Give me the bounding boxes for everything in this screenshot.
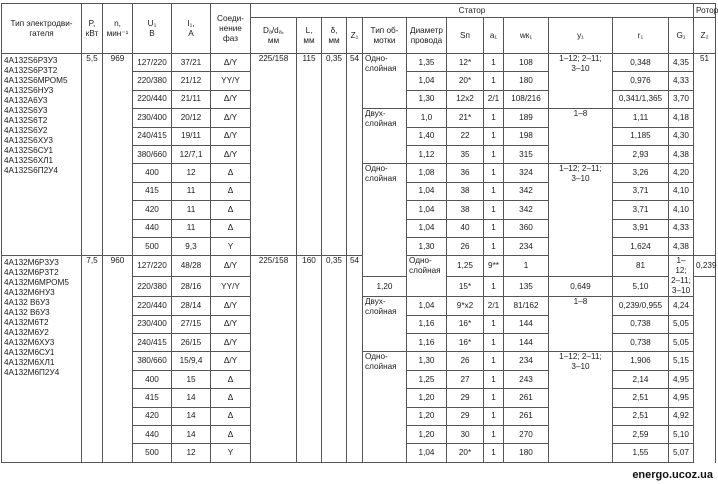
wk1-cell: 81 xyxy=(613,256,669,277)
col-sp-header: Sп xyxy=(447,18,484,54)
sp-cell: 38 xyxy=(447,182,484,200)
connection-cell: Δ xyxy=(211,164,251,182)
y1-cell-text: 1–12; 2–11; 3–10 xyxy=(671,256,691,296)
motor-type: 4А132М6Р3У3 xyxy=(4,258,59,268)
col-power-header: P, кВт xyxy=(82,4,103,54)
g1-cell: 4,18 xyxy=(669,109,694,127)
connection-cell: Δ/Y xyxy=(211,352,251,370)
winding-type-cell-text: Двух- слойная xyxy=(365,297,397,317)
col-type-header: Тип электродви- гателя xyxy=(2,4,82,54)
a1-cell: 1 xyxy=(484,237,504,255)
motor-type: 4А132М6Р3Т2 xyxy=(4,268,59,278)
wk1-cell: 144 xyxy=(504,334,549,352)
voltage-cell: 220/380 xyxy=(133,72,172,90)
motor-type: 4А132S6Р3Т2 xyxy=(4,66,58,75)
a1-cell: 1 xyxy=(484,334,504,352)
wk1-cell: 342 xyxy=(504,201,549,219)
wire-cell: 1,12 xyxy=(407,145,447,163)
speed-cell: 969 xyxy=(103,54,133,256)
motor-type: 4А132М6НУ3 xyxy=(4,288,55,298)
sp-cell: 29 xyxy=(447,407,484,425)
wire-cell: 1,04 xyxy=(407,72,447,90)
voltage-cell: 400 xyxy=(133,164,172,182)
r1-cell: 0,738 xyxy=(613,334,669,352)
sp-cell: 16* xyxy=(447,334,484,352)
connection-cell: Δ/Y xyxy=(211,297,251,315)
connection-cell: Δ xyxy=(211,426,251,444)
connection-cell: Δ xyxy=(211,182,251,200)
current-cell: 28/16 xyxy=(172,276,211,297)
g1-cell: 5,10 xyxy=(669,426,694,444)
sp-cell: 12x2 xyxy=(447,90,484,108)
y1-cell xyxy=(549,352,613,462)
current-cell: 26/15 xyxy=(172,334,211,352)
col-wire-header: Диаметр провода xyxy=(407,18,447,54)
wire-cell: 1,20 xyxy=(363,276,407,297)
wire-cell: 1,40 xyxy=(407,127,447,145)
wk1-cell: 144 xyxy=(504,315,549,333)
g1-cell: 4,30 xyxy=(669,127,694,145)
dia-cell: 225/158 xyxy=(251,256,297,463)
wk1-cell: 180 xyxy=(504,72,549,90)
connection-cell: Δ xyxy=(211,201,251,219)
motor-type: 4А132М6Т2 xyxy=(4,318,49,328)
wk1-cell: 234 xyxy=(504,352,549,370)
wire-cell: 1,04 xyxy=(407,297,447,315)
wk1-cell: 315 xyxy=(504,145,549,163)
winding-type-cell-text: Одно- слойная xyxy=(365,352,397,372)
wk1-cell: 243 xyxy=(504,370,549,388)
connection-cell: Δ/Y xyxy=(211,90,251,108)
connection-cell: Y xyxy=(211,444,251,462)
motor-type: 4А132S6ХУ3 xyxy=(4,136,53,145)
a1-cell: 1 xyxy=(484,352,504,370)
motor-type: 4А132S6П2У4 xyxy=(4,166,58,175)
g1-cell: 5,10 xyxy=(613,276,669,297)
wk1-cell: 180 xyxy=(504,444,549,462)
g1-cell: 4,10 xyxy=(669,201,694,219)
current-cell: 37/21 xyxy=(172,54,211,72)
winding-type-cell xyxy=(363,54,407,109)
wire-cell: 1,04 xyxy=(407,201,447,219)
connection-cell: Δ/Y xyxy=(211,109,251,127)
connection-cell: Y xyxy=(211,237,251,255)
z1-cell: 54 xyxy=(347,54,363,256)
wire-cell: 1,16 xyxy=(407,315,447,333)
wire-cell: 1,0 xyxy=(407,109,447,127)
a1-cell: 1 xyxy=(484,407,504,425)
y1-cell-text: 1–8 xyxy=(573,297,588,307)
header-row-top xyxy=(2,4,716,18)
voltage-cell: 420 xyxy=(133,407,172,425)
y1-cell-text: 1–12; 2–11; 3–10 xyxy=(559,352,602,372)
a1-cell: 1 xyxy=(484,72,504,90)
connection-cell: Δ xyxy=(211,389,251,407)
winding-type-cell-text: Двух- слойная xyxy=(365,109,397,129)
r1-cell: 0,649 xyxy=(549,276,613,297)
wire-cell: 1,08 xyxy=(407,164,447,182)
wire-cell: 1,20 xyxy=(407,389,447,407)
length-cell: 115 xyxy=(297,54,322,256)
connection-cell: Δ/Y xyxy=(211,54,251,72)
winding-type-cell-text: Одно- слойная xyxy=(409,256,441,276)
a1-cell: 1 xyxy=(504,256,549,277)
motor-type: 4А132S6Р3У3 xyxy=(4,56,58,65)
r1-cell: 3,71 xyxy=(613,182,669,200)
wire-cell: 1,04 xyxy=(407,182,447,200)
motor-type: 4А132S6СУ1 xyxy=(4,146,54,155)
motor-type: 4А132М6П2У4 xyxy=(4,368,60,378)
connection-cell: Δ/Y xyxy=(211,145,251,163)
current-cell: 11 xyxy=(172,182,211,200)
y1-cell xyxy=(669,256,694,297)
col-gap-header: δ, мм xyxy=(322,18,347,54)
sp-cell: 21* xyxy=(447,109,484,127)
r1-cell: 1,55 xyxy=(613,444,669,462)
wire-cell: 1,25 xyxy=(407,370,447,388)
y1-cell xyxy=(549,297,613,352)
connection-cell: Δ/Y xyxy=(211,256,251,277)
a1-cell: 1 xyxy=(484,109,504,127)
y1-cell-text: 1–12; 2–11; 3–10 xyxy=(559,164,602,184)
a1-cell: 1 xyxy=(484,164,504,182)
y1-cell xyxy=(549,164,613,276)
power-cell: 5,5 xyxy=(82,54,103,256)
wk1-cell: 342 xyxy=(504,182,549,200)
current-cell: 12 xyxy=(172,164,211,182)
y1-cell-text: 1–12; 2–11; 3–10 xyxy=(559,54,602,73)
wk1-cell: 189 xyxy=(504,109,549,127)
wk1-cell: 261 xyxy=(504,407,549,425)
current-cell: 15 xyxy=(172,370,211,388)
r1-cell: 1,624 xyxy=(613,237,669,255)
col-r1-header: r₁ xyxy=(613,18,669,54)
sp-cell: 35 xyxy=(447,145,484,163)
sp-cell: 20* xyxy=(447,72,484,90)
col-current-header: I₁, А xyxy=(172,4,211,54)
current-cell: 9,3 xyxy=(172,237,211,255)
motor-winding-table xyxy=(1,3,716,463)
winding-type-cell-text: Одно- слойная xyxy=(365,54,397,73)
a1-cell: 1 xyxy=(484,389,504,407)
motor-type: 4А132М6МРОМ5 xyxy=(4,278,69,288)
g1-cell: 3,70 xyxy=(669,90,694,108)
motor-type: 4А132S6МРОМ5 xyxy=(4,76,68,85)
r1-cell: 1,906 xyxy=(613,352,669,370)
r1-cell: 1,185 xyxy=(613,127,669,145)
r1-cell: 3,26 xyxy=(613,164,669,182)
length-cell: 160 xyxy=(297,256,322,463)
g1-cell: 4,95 xyxy=(669,389,694,407)
r1-cell: 0,239/0,955 xyxy=(613,297,669,315)
r1-cell: 3,71 xyxy=(613,201,669,219)
g1-cell: 5,05 xyxy=(669,315,694,333)
gap-cell: 0,35 xyxy=(322,256,347,463)
r1-cell: 1,11 xyxy=(613,109,669,127)
r1-cell: 0,348 xyxy=(613,54,669,72)
voltage-cell: 220/440 xyxy=(133,90,172,108)
current-cell: 11 xyxy=(172,219,211,237)
voltage-cell: 220/380 xyxy=(133,276,172,297)
voltage-cell: 240/415 xyxy=(133,127,172,145)
wire-cell: 1,04 xyxy=(407,219,447,237)
col-length-header: L, мм xyxy=(297,18,322,54)
current-cell: 12 xyxy=(172,444,211,462)
wire-cell: 1,30 xyxy=(407,237,447,255)
gap-cell: 0,35 xyxy=(322,54,347,256)
table-row xyxy=(2,54,716,72)
g1-cell: 4,33 xyxy=(669,219,694,237)
col-connection-header: Соеди- нение фаз xyxy=(211,4,251,54)
motor-type: 4А132S6ХЛ1 xyxy=(4,156,54,165)
connection-cell: Δ xyxy=(211,407,251,425)
col-wk1-header: wк₁ xyxy=(504,18,549,54)
sp-cell: 16* xyxy=(447,315,484,333)
sp-cell: 26 xyxy=(447,237,484,255)
r1-cell: 2,93 xyxy=(613,145,669,163)
r1-cell: 0,239 xyxy=(694,256,716,277)
y1-cell-text: 1–8 xyxy=(573,109,588,119)
wk1-cell: 81/162 xyxy=(504,297,549,315)
r1-cell: 2,51 xyxy=(613,407,669,425)
g1-cell: 5,07 xyxy=(669,444,694,462)
wire-cell: 1,30 xyxy=(407,352,447,370)
z1-cell: 54 xyxy=(347,256,363,463)
r1-cell: 3,91 xyxy=(613,219,669,237)
wk1-cell: 234 xyxy=(504,237,549,255)
voltage-cell: 380/660 xyxy=(133,145,172,163)
r1-cell: 0,738 xyxy=(613,315,669,333)
a1-cell: 1 xyxy=(484,315,504,333)
voltage-cell: 400 xyxy=(133,370,172,388)
connection-cell: Δ xyxy=(211,219,251,237)
a1-cell: 2/1 xyxy=(484,90,504,108)
motor-types-cell xyxy=(2,256,82,463)
sp-cell: 12* xyxy=(447,54,484,72)
voltage-cell: 380/660 xyxy=(133,352,172,370)
winding-type-cell-text: Одно- слойная xyxy=(365,164,397,184)
g1-cell: 4,38 xyxy=(669,237,694,255)
motor-type: 4А132S6У2 xyxy=(4,126,48,135)
motor-types-cell xyxy=(2,54,82,256)
wire-cell: 1,35 xyxy=(407,54,447,72)
a1-cell: 1 xyxy=(484,201,504,219)
sp-cell: 9*x2 xyxy=(447,297,484,315)
col-speed-header: n, мин⁻¹ xyxy=(103,4,133,54)
sp-cell: 26 xyxy=(447,352,484,370)
current-cell: 21/12 xyxy=(172,72,211,90)
winding-type-cell xyxy=(363,352,407,462)
current-cell: 48/28 xyxy=(172,256,211,277)
wk1-cell: 135 xyxy=(504,276,549,297)
winding-type-cell xyxy=(363,109,407,164)
col-z1-header: Z₁ xyxy=(347,18,363,54)
voltage-cell: 230/400 xyxy=(133,109,172,127)
sp-cell: 22 xyxy=(447,127,484,145)
connection-cell: Δ xyxy=(211,370,251,388)
sp-cell: 38 xyxy=(447,201,484,219)
wk1-cell: 261 xyxy=(504,389,549,407)
motor-type: 4А132S6Т2 xyxy=(4,116,48,125)
a1-cell: 1 xyxy=(484,219,504,237)
dia-cell: 225/158 xyxy=(251,54,297,256)
connection-cell: YY/Y xyxy=(211,72,251,90)
col-voltage-header: U₁ В xyxy=(133,4,172,54)
col-dia-header: Dₐ/dₐ, мм xyxy=(251,18,297,54)
y1-cell xyxy=(549,109,613,164)
r1-cell: 2,14 xyxy=(613,370,669,388)
current-cell: 28/14 xyxy=(172,297,211,315)
voltage-cell: 440 xyxy=(133,219,172,237)
voltage-cell: 240/415 xyxy=(133,334,172,352)
motor-type: 4А132 В6У3 xyxy=(4,298,50,308)
wire-cell: 1,20 xyxy=(407,426,447,444)
power-cell: 7,5 xyxy=(82,256,103,463)
current-cell: 27/15 xyxy=(172,315,211,333)
col-g1-header: G₁ xyxy=(669,18,694,54)
a1-cell: 2/1 xyxy=(484,297,504,315)
g1-cell: 5,15 xyxy=(669,352,694,370)
r1-cell: 0,341/1,365 xyxy=(613,90,669,108)
g1-cell: 4,33 xyxy=(669,72,694,90)
connection-cell: Δ/Y xyxy=(211,315,251,333)
sp-cell: 36 xyxy=(447,164,484,182)
current-cell: 12/7,1 xyxy=(172,145,211,163)
wire-cell: 1,20 xyxy=(407,407,447,425)
wk1-cell: 270 xyxy=(504,426,549,444)
sp-cell: 9** xyxy=(484,256,504,277)
table-body xyxy=(2,54,716,463)
g1-cell: 5,05 xyxy=(669,334,694,352)
sp-cell: 15* xyxy=(447,276,484,297)
sp-cell: 30 xyxy=(447,426,484,444)
motor-type: 4А132М6СУ1 xyxy=(4,348,55,358)
wire-cell: 1,16 xyxy=(407,334,447,352)
current-cell: 14 xyxy=(172,407,211,425)
col-z2-header: Z₂ xyxy=(694,18,716,54)
a1-cell: 1 xyxy=(484,370,504,388)
g1-cell: 4,92 xyxy=(669,407,694,425)
sp-cell: 29 xyxy=(447,389,484,407)
a1-cell: 1 xyxy=(484,276,504,297)
a1-cell: 1 xyxy=(484,145,504,163)
wk1-cell: 198 xyxy=(504,127,549,145)
stator-group-header: Статор xyxy=(251,4,694,18)
current-cell: 11 xyxy=(172,201,211,219)
speed-cell: 960 xyxy=(103,256,133,463)
sp-cell: 27 xyxy=(447,370,484,388)
current-cell: 21/11 xyxy=(172,90,211,108)
wire-cell: 1,04 xyxy=(407,444,447,462)
connection-cell: Δ/Y xyxy=(211,127,251,145)
a1-cell: 1 xyxy=(484,127,504,145)
motor-type: 4А132М6ХУ3 xyxy=(4,338,55,348)
voltage-cell: 420 xyxy=(133,201,172,219)
z2-cell: 51 xyxy=(694,54,716,256)
a1-cell: 1 xyxy=(484,426,504,444)
motor-type: 4А132М6У2 xyxy=(4,328,49,338)
sp-cell: 40 xyxy=(447,219,484,237)
wire-cell: 1,30 xyxy=(407,90,447,108)
voltage-cell: 500 xyxy=(133,237,172,255)
connection-cell: YY/Y xyxy=(211,276,251,297)
wk1-cell: 108 xyxy=(504,54,549,72)
motor-type: 4А132М6ХЛ1 xyxy=(4,358,55,368)
col-a1-header: a₁ xyxy=(484,18,504,54)
current-cell: 14 xyxy=(172,389,211,407)
r1-cell: 2,59 xyxy=(613,426,669,444)
voltage-cell: 440 xyxy=(133,426,172,444)
voltage-cell: 127/220 xyxy=(133,256,172,277)
voltage-cell: 230/400 xyxy=(133,315,172,333)
watermark: energo.ucoz.ua xyxy=(632,469,713,481)
motor-type: 4А132S6НУ3 xyxy=(4,86,54,95)
y1-cell xyxy=(549,54,613,109)
current-cell: 15/9,4 xyxy=(172,352,211,370)
a1-cell: 1 xyxy=(484,54,504,72)
col-winding-header: Тип об- мотки xyxy=(363,18,407,54)
g1-cell: 4,20 xyxy=(669,164,694,182)
wk1-cell: 108/216 xyxy=(504,90,549,108)
g1-cell: 4,38 xyxy=(669,145,694,163)
connection-cell: Δ/Y xyxy=(211,334,251,352)
g1-cell: 4,24 xyxy=(669,297,694,315)
motor-type: 4А132 В6У3 xyxy=(4,308,50,318)
voltage-cell: 127/220 xyxy=(133,54,172,72)
current-cell: 14 xyxy=(172,426,211,444)
voltage-cell: 220/440 xyxy=(133,297,172,315)
g1-cell: 4,95 xyxy=(669,370,694,388)
g1-cell: 4,35 xyxy=(669,54,694,72)
wk1-cell: 360 xyxy=(504,219,549,237)
r1-cell: 2,51 xyxy=(613,389,669,407)
wire-cell: 1,25 xyxy=(447,256,484,277)
col-y1-header: y₁ xyxy=(549,18,613,54)
voltage-cell: 500 xyxy=(133,444,172,462)
wk1-cell: 324 xyxy=(504,164,549,182)
winding-type-cell xyxy=(363,297,407,352)
voltage-cell: 415 xyxy=(133,389,172,407)
sp-cell: 20* xyxy=(447,444,484,462)
winding-type-cell xyxy=(407,256,447,297)
a1-cell: 1 xyxy=(484,444,504,462)
g1-cell: 4,10 xyxy=(669,182,694,200)
voltage-cell: 415 xyxy=(133,182,172,200)
current-cell: 20/12 xyxy=(172,109,211,127)
a1-cell: 1 xyxy=(484,182,504,200)
winding-type-cell xyxy=(363,164,407,276)
r1-cell: 0,976 xyxy=(613,72,669,90)
rotor-group-header: Ротор xyxy=(694,4,716,18)
motor-type: 4А132S6У3 xyxy=(4,106,48,115)
motor-type: 4А132А6У3 xyxy=(4,96,48,105)
current-cell: 19/11 xyxy=(172,127,211,145)
